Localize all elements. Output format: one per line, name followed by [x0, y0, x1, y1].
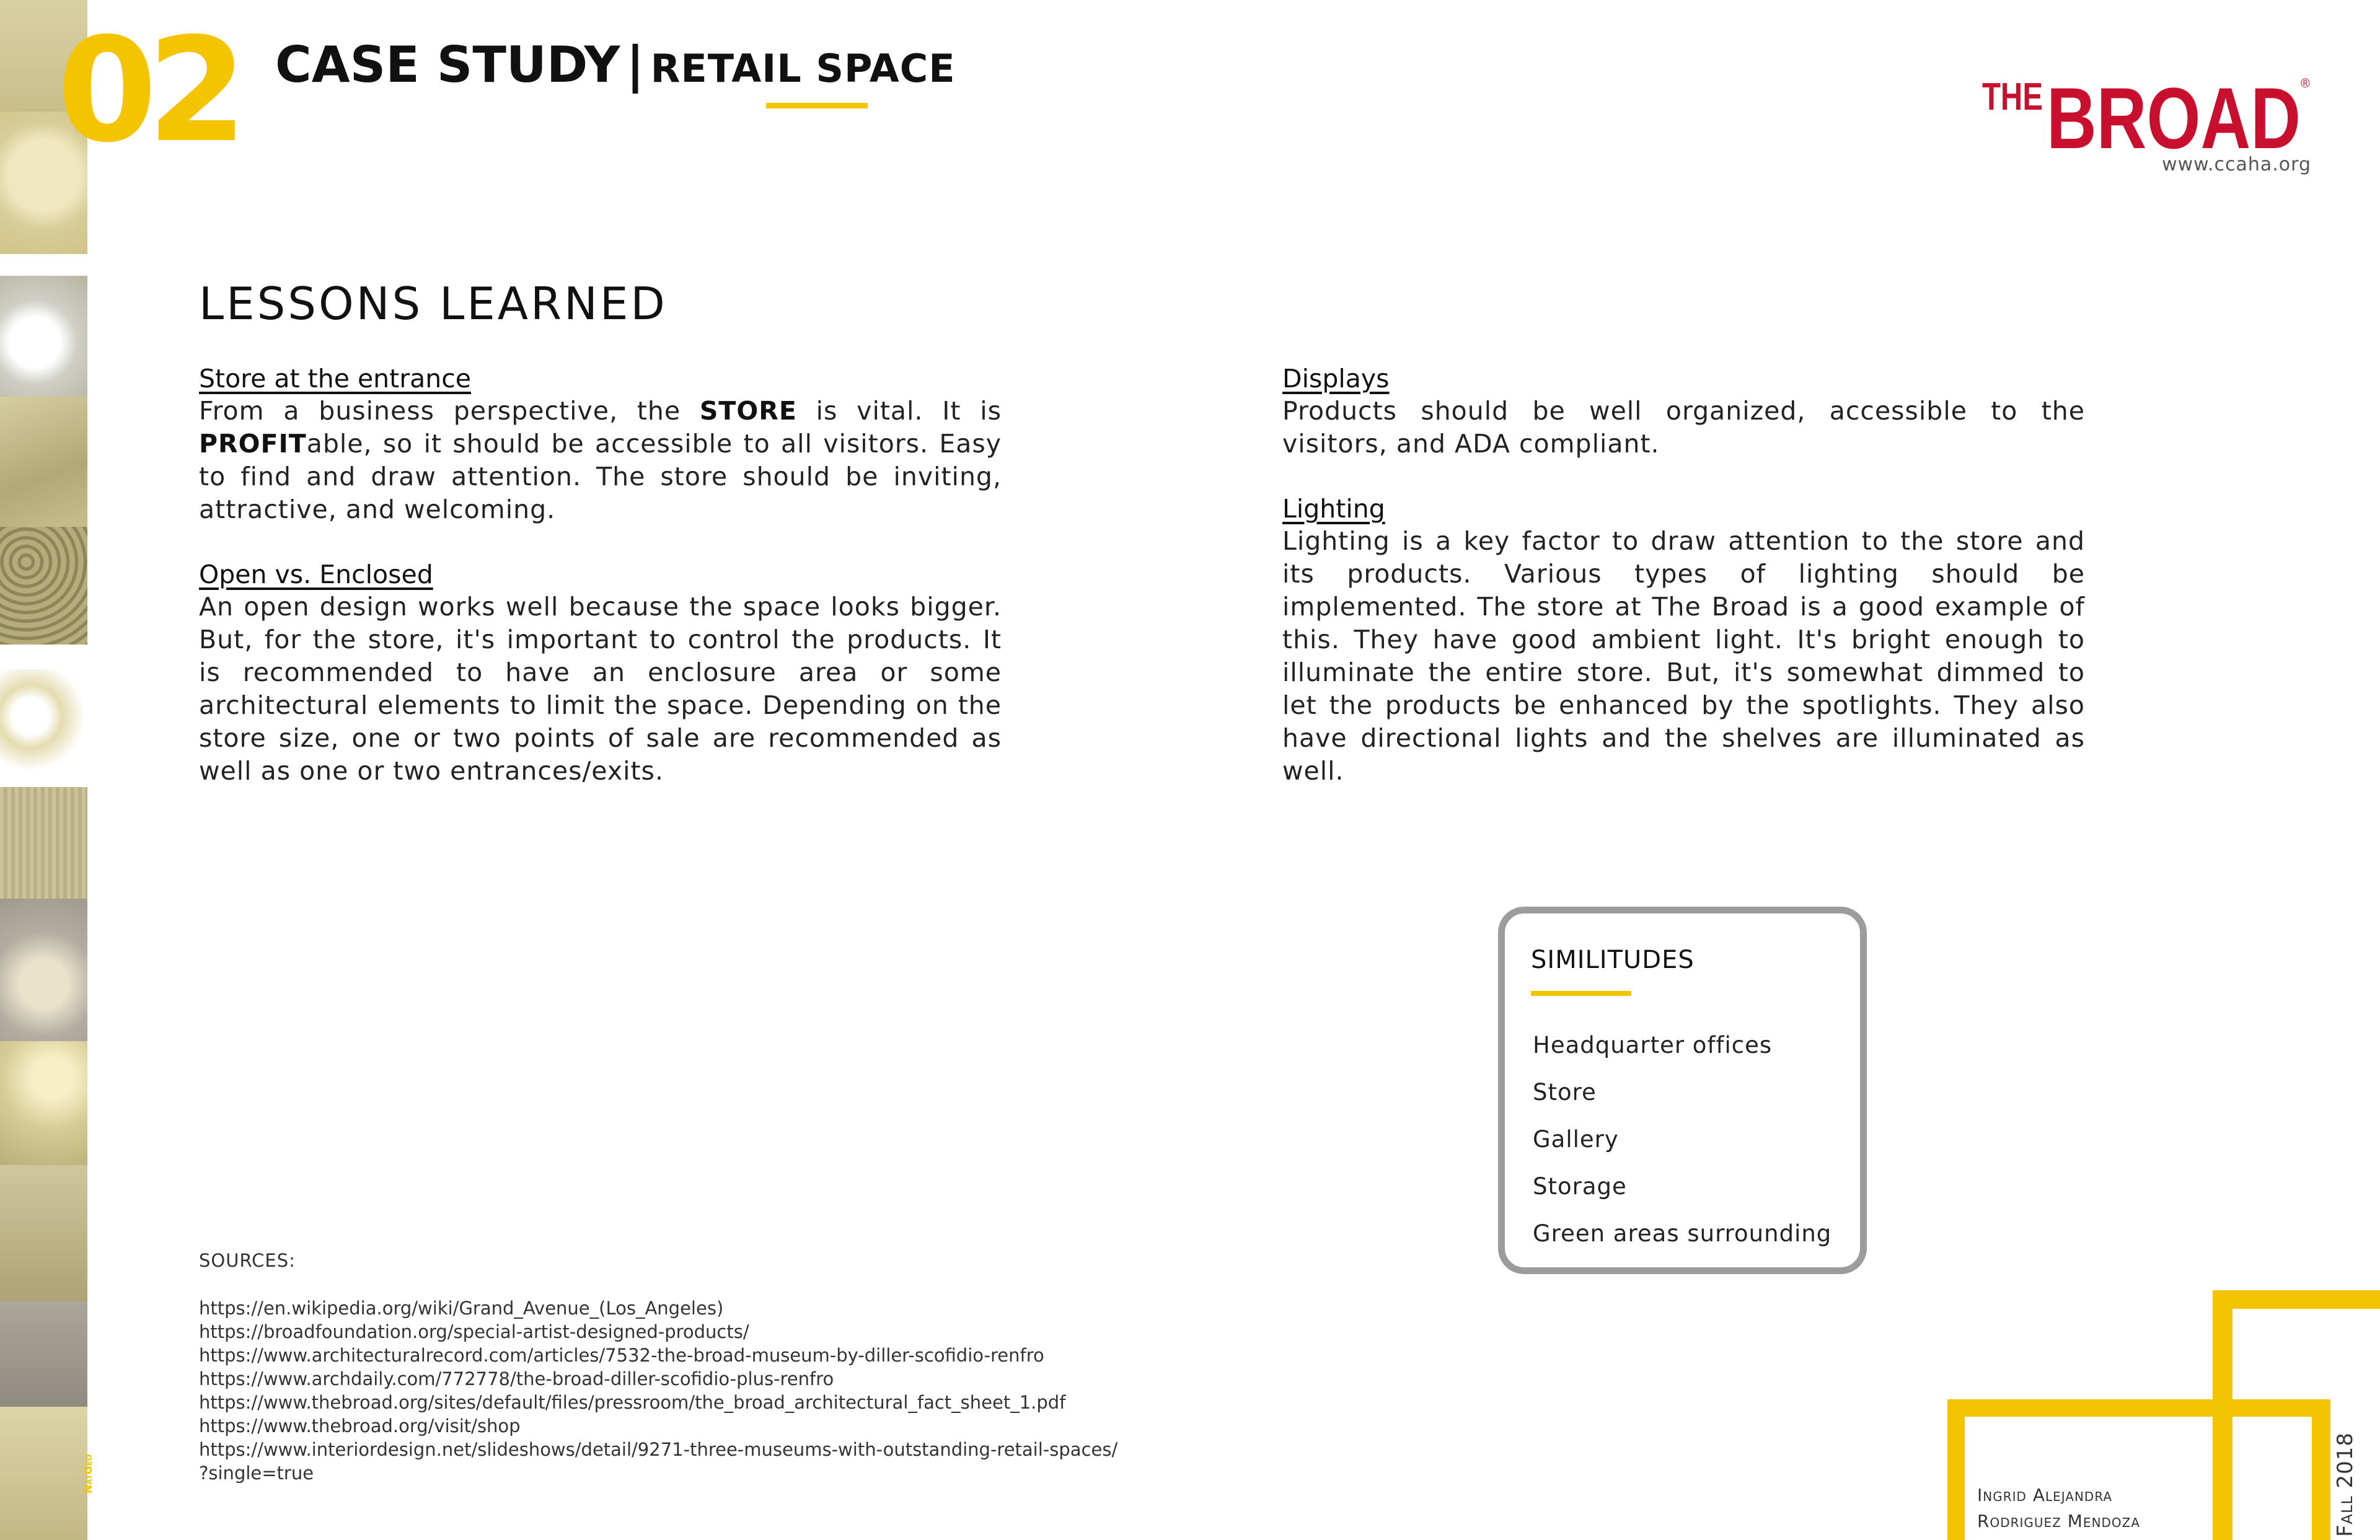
- lesson-lighting-heading: Lighting: [1282, 494, 1385, 524]
- author-line-1: Ingrid Alejandra: [1977, 1485, 2113, 1505]
- lesson-open: [199, 558, 1002, 788]
- similitudes-box: [1498, 907, 1867, 1274]
- sidebar-tile-elephant: [0, 1301, 87, 1407]
- website-url[interactable]: www.ccaha.org: [2162, 154, 2311, 175]
- source-link[interactable]: https://broadfoundation.org/special-artist-designed-products/: [199, 1321, 749, 1342]
- similitude-item: Headquarter offices: [1533, 1032, 1773, 1058]
- title-main: CASE STUDY: [275, 36, 620, 94]
- lesson-lighting: [1282, 493, 2085, 788]
- sidebar-tile-white-2: [0, 645, 87, 669]
- sidebar-tile-white: [0, 254, 87, 276]
- page-title: [275, 37, 956, 97]
- lesson-lighting-text: Lighting is a key factor to draw attention to the store and its products. Various types of lighting should be implemented. The store at The Broad is a good example of this. They have good ambient light. It's bright enough to illuminate the entire store. But, it's somewhat dimmed to let the products be enhanced by the spotlights. They also have directional lights and the shelves are illuminated as well.: [1282, 526, 2085, 786]
- similitude-item: Green areas surrounding: [1533, 1220, 1832, 1247]
- sidebar-tile-crowd: [0, 787, 87, 899]
- source-link[interactable]: https://www.thebroad.org/visit/shop: [199, 1415, 521, 1437]
- sidebar-tile-panda: [0, 276, 87, 397]
- lesson-open-text: An open design works well because the space looks bigger. But, for the store, it's important to control the products. It is recommended to have an enclosure area or some architectural elements to limit the space. Depending on the store size, one or two points of sale are recommended as well as one or two entrances/exits.: [199, 592, 1002, 786]
- case-number: 02: [57, 7, 237, 174]
- lesson-store-heading: Store at the entrance: [199, 364, 471, 394]
- sidebar-tile-bird: [0, 669, 87, 787]
- sources-list: [199, 1296, 1117, 1485]
- lesson-open-heading: Open vs. Enclosed: [199, 560, 433, 589]
- photo-sidebar: [0, 0, 87, 1540]
- similitude-item: Store: [1533, 1079, 1597, 1106]
- sources-label: SOURCES:: [199, 1250, 296, 1271]
- sidebar-tile-seeds: [0, 527, 87, 645]
- store-text-1: From a business perspective, the: [199, 396, 700, 426]
- section-title: LESSONS LEARNED: [199, 278, 668, 330]
- lesson-store: [199, 363, 1002, 526]
- lesson-displays: [1282, 363, 2085, 460]
- sidebar-tile-buildings: [0, 1165, 87, 1301]
- sidebar-credit: NatGeo: [82, 1454, 95, 1494]
- source-link[interactable]: https://www.thebroad.org/sites/default/files/pressroom/the_broad_architectural_fact_sheet_1.pdf: [199, 1392, 1066, 1413]
- author-name: [1977, 1482, 2140, 1534]
- author-line-2: Rodriguez Mendoza: [1977, 1511, 2141, 1531]
- source-link[interactable]: https://en.wikipedia.org/wiki/Grand_Avenue_(Los_Angeles): [199, 1298, 724, 1319]
- source-link-continuation[interactable]: ?single=true: [199, 1463, 314, 1484]
- sidebar-tile-cityscape: [0, 1407, 87, 1540]
- right-column: [1282, 363, 2085, 820]
- the-broad-logo: [1982, 71, 2311, 158]
- lesson-displays-text: Products should be well organized, accessible to the visitors, and ADA compliant.: [1282, 396, 2085, 459]
- title-separator: |: [626, 36, 645, 94]
- store-bold-store: STORE: [699, 396, 797, 426]
- store-text-2: is vital. It is: [796, 396, 1002, 426]
- season-label: Fall 2018: [2333, 1432, 2358, 1537]
- sidebar-tile-portrait: [0, 397, 87, 527]
- store-text-3: able, so it should be accessible to all visitors. Easy to find and draw attention. The store should be inviting, attractive, and welcoming.: [199, 429, 1002, 524]
- title-underline: [766, 103, 868, 108]
- sidebar-tile-fox: [0, 899, 87, 1041]
- title-subtitle: RETAIL SPACE: [650, 46, 956, 91]
- similitudes-title: SIMILITUDES: [1531, 946, 1695, 974]
- source-link[interactable]: https://www.interiordesign.net/slideshows/detail/9271-three-museums-with-outstanding-retail-spaces/: [199, 1439, 1118, 1460]
- lesson-store-text: [199, 395, 1002, 526]
- similitudes-underline: [1531, 991, 1631, 996]
- sidebar-tile-sunlight: [0, 1041, 87, 1165]
- similitude-item: Gallery: [1533, 1126, 1619, 1153]
- logo-registered-mark: ®: [2301, 77, 2310, 90]
- logo-the: THE: [1982, 76, 2043, 118]
- store-bold-profit: PROFIT: [199, 429, 307, 459]
- lesson-displays-heading: Displays: [1282, 364, 1390, 394]
- frame-bar-left: [1954, 1422, 1965, 1540]
- source-link[interactable]: https://www.archdaily.com/772778/the-broad-diller-scofidio-plus-renfro: [199, 1368, 834, 1389]
- similitude-item: Storage: [1533, 1173, 1627, 1200]
- left-column: [199, 363, 1002, 820]
- source-link[interactable]: https://www.architecturalrecord.com/articles/7532-the-broad-museum-by-diller-scofidio-renfro: [199, 1345, 1044, 1366]
- logo-broad: BROAD: [2047, 71, 2301, 158]
- similitudes-list: [1533, 1022, 1831, 1257]
